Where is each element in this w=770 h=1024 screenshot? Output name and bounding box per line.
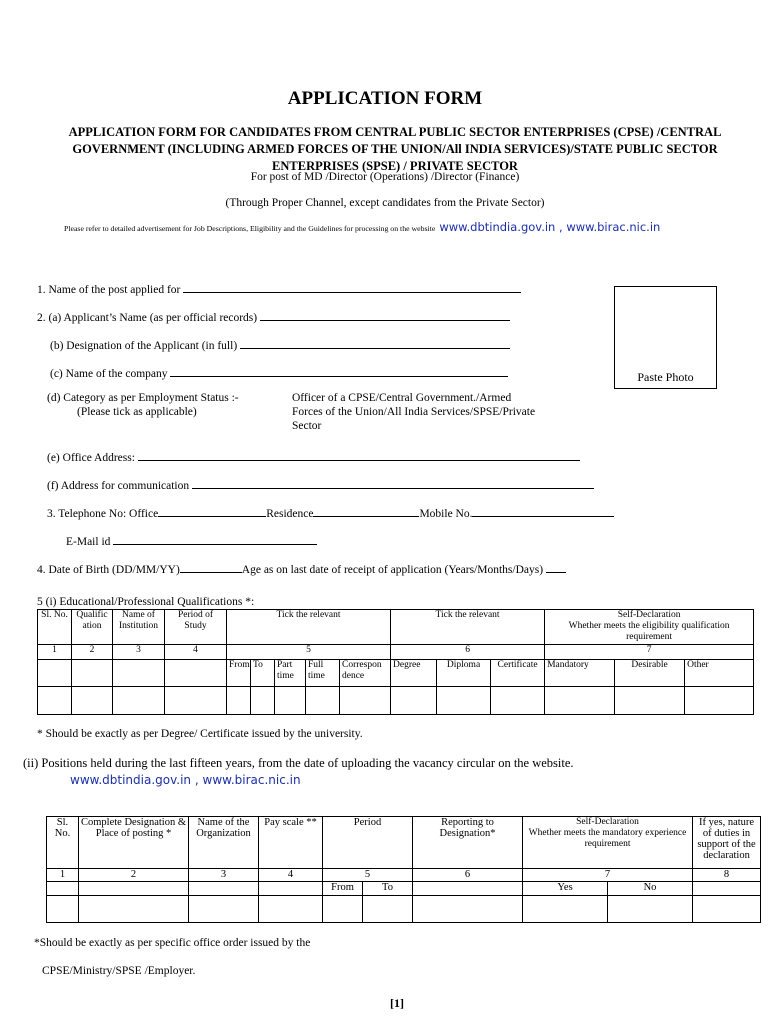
edu-sub-diploma: Diploma [437, 660, 491, 687]
form-title: APPLICATION FORM [287, 88, 483, 109]
post-applied-row [37, 280, 521, 296]
edu-h-qual: Qualific ation [72, 610, 113, 645]
positions-website-separator: , [191, 773, 203, 787]
edu-entry-cell[interactable] [545, 687, 615, 715]
pos-blank [47, 882, 79, 896]
residence-phone-field[interactable] [313, 504, 419, 517]
channel-line: (Through Proper Channel, except candidates from the Private Sector) [225, 197, 545, 209]
pos-blank [413, 882, 523, 896]
company-field[interactable] [170, 364, 508, 377]
positions-table [46, 816, 761, 923]
pos-entry-cell[interactable] [693, 896, 761, 923]
edu-h-period: Period of Study [165, 610, 227, 645]
pos-sub-no: No [608, 882, 693, 896]
pos-h-sl: Sl. No. [47, 817, 79, 869]
form-subtitle: APPLICATION FORM FOR CANDIDATES FROM CENTRAL PUBLIC SECTOR ENTERPRISES (CPSE) /CENTRAL GOVERNMENT (INCLUDING ARMED FORCES OF THE UNION/All INDIA SERVICES)/STATE PUBLIC SECTOR ENTERPRISES (SPSE) / PRIVATE SECTOR [68, 125, 722, 173]
edu-h-self1: Self-Declaration [617, 610, 681, 620]
edu-sub-to: To [251, 660, 275, 687]
edu-entry-cell[interactable] [275, 687, 306, 715]
age-field[interactable] [546, 560, 566, 573]
positions-websites [70, 771, 301, 789]
designation-field[interactable] [240, 336, 510, 349]
applicant-name-row [37, 308, 510, 324]
refer-line [64, 218, 660, 236]
edu-h-tick1: Tick the relevant [227, 610, 391, 645]
email-field[interactable] [113, 532, 317, 545]
post-applied-label: 1. Name of the post applied for [37, 284, 181, 296]
category-option-2: Forces of the Union/All India Services/SPSE/Private [292, 406, 536, 418]
pos-h-self2: Whether meets the mandatory experience requirement [528, 828, 687, 849]
pos-entry-cell[interactable] [259, 896, 323, 923]
telephone-row [47, 504, 614, 520]
photo-box[interactable] [614, 286, 717, 389]
edu-entry-cell[interactable] [306, 687, 340, 715]
edu-blank [38, 660, 72, 687]
office-address-field[interactable] [138, 448, 580, 461]
edu-sub-correspondence: Correspon dence [340, 660, 391, 687]
pos-h-pay: Pay scale ** [259, 817, 323, 869]
edu-num-1: 1 [38, 645, 72, 660]
pos-num-3: 3 [189, 869, 259, 882]
pos-blank [79, 882, 189, 896]
refer-text: Please refer to detailed advertisement for Job Descriptions, Eligibility and the Guidelines for processing on the website [64, 224, 436, 233]
post-line: For post of MD /Director (Operations) /Director (Finance) [250, 171, 520, 183]
edu-num-4: 4 [165, 645, 227, 660]
edu-sub-degree: Degree [391, 660, 437, 687]
pos-num-6: 6 [413, 869, 523, 882]
edu-entry-cell[interactable] [615, 687, 685, 715]
pos-h-org: Name of the Organization [189, 817, 259, 869]
edu-h-self2: Whether meets the eligibility qualification requirement [568, 621, 730, 642]
edu-num-2: 2 [72, 645, 113, 660]
edu-h-inst: Name of Institution [113, 610, 165, 645]
edu-sub-mandatory: Mandatory [545, 660, 615, 687]
mobile-field[interactable] [472, 504, 614, 517]
category-label-2: (Please tick as applicable) [77, 406, 197, 418]
education-table [37, 609, 754, 715]
edu-entry-cell[interactable] [437, 687, 491, 715]
pos-h-period: Period [323, 817, 413, 869]
edu-num-7: 7 [545, 645, 754, 660]
edu-num-5: 5 [227, 645, 391, 660]
pos-entry-cell[interactable] [79, 896, 189, 923]
telephone-label: 3. Telephone No: Office [47, 508, 159, 520]
edu-num-6: 6 [391, 645, 545, 660]
pos-h-report: Reporting to Designation* [413, 817, 523, 869]
edu-entry-cell[interactable] [38, 687, 72, 715]
edu-blank [165, 660, 227, 687]
office-phone-field[interactable] [158, 504, 266, 517]
company-label: (c) Name of the company [50, 368, 168, 380]
email-row [66, 532, 317, 548]
pos-blank [189, 882, 259, 896]
edu-entry-cell[interactable] [251, 687, 275, 715]
edu-sub-desirable: Desirable [615, 660, 685, 687]
positions-heading: (ii) Positions held during the last fifteen years, from the date of uploading the vacancy circular on the website. [23, 756, 574, 770]
post-applied-field[interactable] [183, 280, 521, 293]
photo-label: Paste Photo [637, 370, 694, 384]
category-label-1: (d) Category as per Employment Status :- [47, 392, 239, 404]
edu-note: * Should be exactly as per Degree/ Certificate issued by the university. [37, 728, 363, 740]
edu-entry-cell[interactable] [113, 687, 165, 715]
edu-entry-cell[interactable] [685, 687, 754, 715]
pos-num-1: 1 [47, 869, 79, 882]
edu-entry-cell[interactable] [227, 687, 251, 715]
dob-row [37, 560, 566, 576]
applicant-name-field[interactable] [260, 308, 510, 321]
pos-num-5: 5 [323, 869, 413, 882]
comm-address-label: (f) Address for communication [47, 480, 190, 492]
residence-label: Residence [266, 508, 314, 520]
comm-address-field[interactable] [192, 476, 594, 489]
edu-sub-full-time: Full time [306, 660, 340, 687]
edu-h-tick2: Tick the relevant [391, 610, 545, 645]
edu-heading: 5 (i) Educational/Professional Qualifications *: [37, 596, 255, 608]
positions-note-1: *Should be exactly as per specific office order issued by the [34, 937, 311, 949]
edu-entry-cell[interactable] [165, 687, 227, 715]
website-link-dbt[interactable]: www.dbtindia.gov.in [439, 220, 556, 234]
category-option-1: Officer of a CPSE/Central Government./Armed [292, 392, 512, 404]
edu-entry-cell[interactable] [72, 687, 113, 715]
office-address-row [47, 448, 580, 464]
pos-h-self1: Self-Declaration [576, 817, 639, 827]
designation-label: (b) Designation of the Applicant (in full) [50, 340, 238, 352]
applicant-name-label: 2. (a) Applicant’s Name (as per official records) [37, 312, 258, 324]
edu-blank [113, 660, 165, 687]
edu-h-sl: Sl. No. [38, 610, 72, 645]
pos-num-4: 4 [259, 869, 323, 882]
pos-entry-cell[interactable] [608, 896, 693, 923]
pos-num-8: 8 [693, 869, 761, 882]
pos-h-desig: Complete Designation & Place of posting * [79, 817, 189, 869]
pos-sub-from: From [323, 882, 363, 896]
edu-h-self [545, 610, 754, 645]
comm-address-row [47, 476, 594, 492]
pos-blank [259, 882, 323, 896]
pos-h-nature: If yes, nature of duties in support of the declaration [693, 817, 761, 869]
pos-entry-cell[interactable] [413, 896, 523, 923]
pos-entry-cell[interactable] [523, 896, 608, 923]
designation-row [50, 336, 510, 352]
pos-entry-cell[interactable] [363, 896, 413, 923]
edu-sub-part-time: Part time [275, 660, 306, 687]
page-number: [1] [390, 996, 404, 1010]
mobile-label: Mobile No. [419, 508, 473, 520]
positions-link-dbt[interactable]: www.dbtindia.gov.in [70, 773, 192, 787]
pos-num-2: 2 [79, 869, 189, 882]
dob-label: 4. Date of Birth (DD/MM/YY) [37, 564, 180, 576]
company-row [50, 364, 508, 380]
pos-sub-to: To [363, 882, 413, 896]
website-link-birac[interactable]: www.birac.nic.in [566, 220, 661, 234]
email-label: E-Mail id [66, 536, 111, 548]
office-address-label: (e) Office Address: [47, 452, 135, 464]
edu-blank [72, 660, 113, 687]
edu-sub-certificate: Certificate [491, 660, 545, 687]
category-option-3: Sector [292, 420, 322, 432]
pos-blank [693, 882, 761, 896]
edu-entry-cell[interactable] [491, 687, 545, 715]
edu-entry-cell[interactable] [340, 687, 391, 715]
edu-sub-from: From [227, 660, 251, 687]
pos-entry-cell[interactable] [47, 896, 79, 923]
edu-entry-cell[interactable] [391, 687, 437, 715]
pos-entry-cell[interactable] [189, 896, 259, 923]
edu-sub-other: Other [685, 660, 754, 687]
edu-num-3: 3 [113, 645, 165, 660]
pos-h-self [523, 817, 693, 869]
pos-num-7: 7 [523, 869, 693, 882]
pos-entry-cell[interactable] [323, 896, 363, 923]
age-label: Age as on last date of receipt of application (Years/Months/Days) [241, 564, 544, 576]
positions-note-2: CPSE/Ministry/SPSE /Employer. [42, 965, 196, 977]
positions-link-birac[interactable]: www.birac.nic.in [202, 773, 301, 787]
website-separator: , [555, 220, 567, 234]
dob-field[interactable] [180, 560, 242, 573]
pos-sub-yes: Yes [523, 882, 608, 896]
